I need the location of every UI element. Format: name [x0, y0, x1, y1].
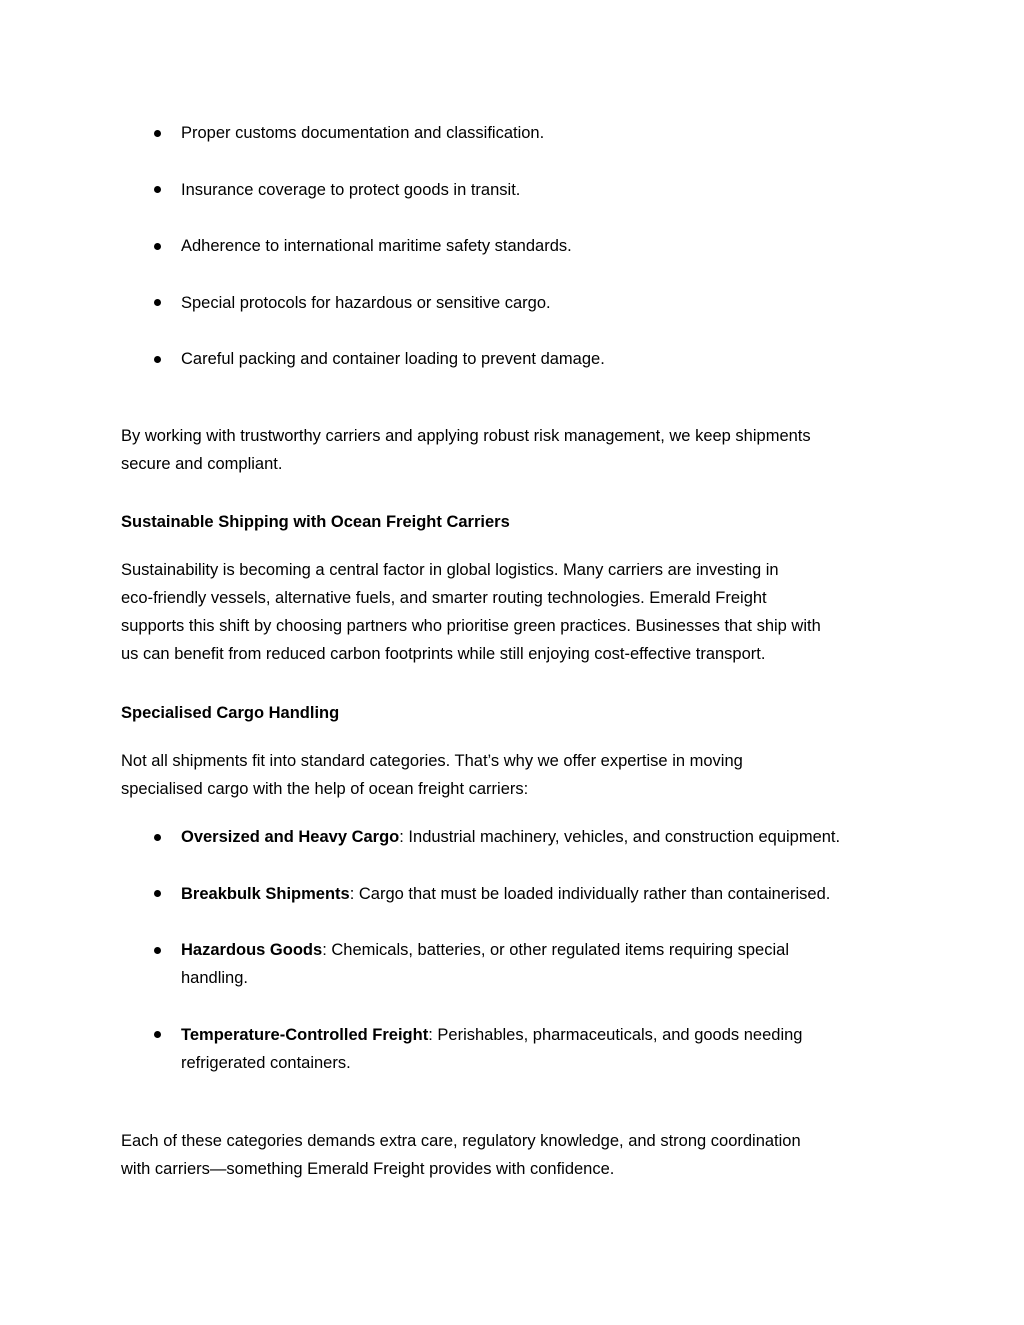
- paragraph-risk-summary: [121, 422, 934, 478]
- list-item-text: [181, 823, 934, 851]
- list-item-term: Oversized and Heavy Cargo: [181, 828, 400, 846]
- bullet-icon: [154, 1031, 161, 1038]
- list-item-text: [181, 1021, 934, 1049]
- list-item-text: Adherence to international maritime safety standards.: [181, 237, 572, 255]
- bullet-icon: [154, 356, 161, 363]
- bullet-icon: [154, 130, 161, 137]
- list-item: [121, 232, 934, 260]
- text-line: supports this shift by choosing partners who prioritise green practices. Businesses that ship with: [121, 617, 821, 635]
- list-item-text: Insurance coverage to protect goods in transit.: [181, 180, 521, 199]
- list-item: [121, 880, 934, 908]
- list-item-text: Proper customs documentation and classification.: [181, 124, 545, 142]
- text-line: with carriers—something Emerald Freight provides with confidence.: [121, 1159, 615, 1178]
- list-item-description: : Industrial machinery, vehicles, and construction equipment.: [399, 828, 841, 846]
- bullet-icon: [154, 834, 161, 841]
- list-item-description: : Perishables, pharmaceuticals, and goods needing: [428, 1025, 803, 1044]
- bullet-icon: [154, 243, 161, 250]
- paragraph-sustainable: [121, 556, 934, 668]
- list-item: [121, 176, 934, 204]
- risk-measures-list: [121, 119, 934, 373]
- list-item-text: refrigerated containers.: [181, 1053, 351, 1072]
- text-line: Each of these categories demands extra care, regulatory knowledge, and strong coordination: [121, 1131, 801, 1150]
- list-item: [121, 1021, 934, 1077]
- bullet-icon: [154, 186, 161, 193]
- bullet-icon: [154, 947, 161, 954]
- list-item: [121, 936, 934, 992]
- text-line: secure and compliant.: [121, 455, 283, 473]
- list-item: [121, 823, 934, 851]
- text-line: Not all shipments fit into standard categories. That’s why we offer expertise in moving: [121, 752, 743, 770]
- text-line: us can benefit from reduced carbon footprints while still enjoying cost-effective transport.: [121, 645, 766, 663]
- list-item-text: [181, 936, 934, 964]
- list-item: [121, 289, 934, 317]
- heading-sustainable-shipping: Sustainable Shipping with Ocean Freight Carriers: [121, 513, 510, 531]
- bullet-icon: [154, 299, 161, 306]
- text-line: eco-friendly vessels, alternative fuels, and smarter routing technologies. Emerald Freight: [121, 589, 767, 607]
- specialised-cargo-list: [121, 823, 934, 1077]
- list-item: [121, 119, 934, 147]
- list-item-text: Special protocols for hazardous or sensitive cargo.: [181, 293, 551, 312]
- bullet-icon: [154, 890, 161, 897]
- text-line: Sustainability is becoming a central factor in global logistics. Many carriers are investing in: [121, 561, 779, 579]
- list-item-term: Breakbulk Shipments: [181, 884, 350, 903]
- list-item: [121, 345, 934, 373]
- list-item-term: Hazardous Goods: [181, 941, 323, 959]
- paragraph-specialised-intro: [121, 747, 934, 803]
- list-item-text: Careful packing and container loading to prevent damage.: [181, 350, 605, 368]
- list-item-text: handling.: [181, 969, 248, 987]
- text-line: specialised cargo with the help of ocean freight carriers:: [121, 780, 529, 798]
- list-item-description: : Chemicals, batteries, or other regulated items requiring special: [322, 941, 789, 959]
- heading-specialised-cargo: Specialised Cargo Handling: [121, 704, 340, 722]
- paragraph-closing: [121, 1127, 934, 1183]
- list-item-description: : Cargo that must be loaded individually rather than containerised.: [349, 884, 831, 903]
- text-line: By working with trustworthy carriers and applying robust risk management, we keep shipments: [121, 427, 811, 445]
- list-item-term: Temperature-Controlled Freight: [181, 1025, 429, 1044]
- list-item-text: [181, 880, 934, 908]
